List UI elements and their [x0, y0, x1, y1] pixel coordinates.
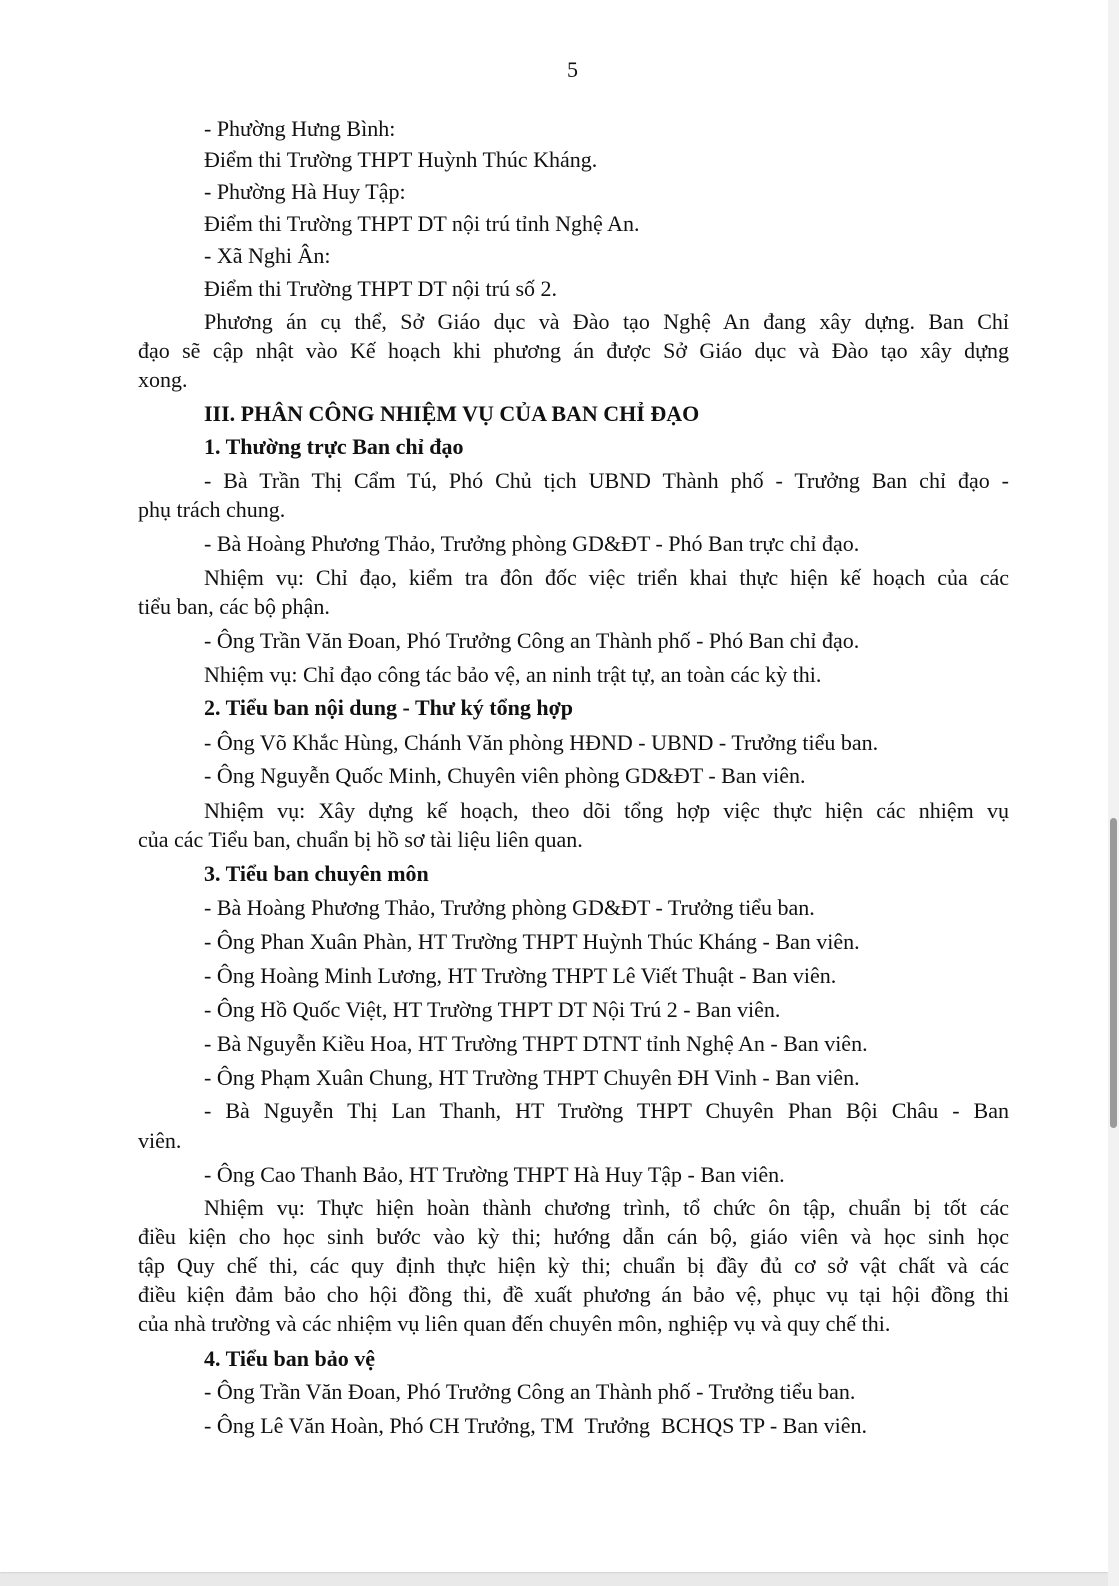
ward-ha-huy-tap: - Phường Hà Huy Tập:: [204, 179, 406, 204]
member-chung: - Ông Phạm Xuân Chung, HT Trường THPT Chuyên ĐH Vinh - Ban viên.: [204, 1065, 860, 1090]
duty-sub1-continued: tiểu ban, các bộ phận.: [138, 594, 330, 619]
plan-note-line: Phương án cụ thể, Sở Giáo dục và Đào tạo Nghệ An đang xây dựng. Ban Chỉ: [204, 309, 1009, 334]
site-nghi-an: Điểm thi Trường THPT DT nội trú số 2.: [204, 276, 557, 301]
section-iii-heading: III. PHÂN CÔNG NHIỆM VỤ CỦA BAN CHỈ ĐẠO: [204, 401, 700, 426]
subsection-3-heading: 3. Tiểu ban chuyên môn: [204, 861, 429, 886]
member-tu: - Bà Trần Thị Cẩm Tú, Phó Chủ tịch UBND Thành phố - Trưởng Ban chỉ đạo -: [204, 468, 1009, 493]
subsection-1-heading: 1. Thường trực Ban chỉ đạo: [204, 434, 464, 459]
subsection-4-heading: 4. Tiểu ban bảo vệ: [204, 1346, 375, 1371]
member-thao-chair: - Bà Hoàng Phương Thảo, Trưởng phòng GD&ĐT - Trưởng tiểu ban.: [204, 895, 815, 920]
member-hung: - Ông Võ Khắc Hùng, Chánh Văn phòng HĐND - UBND - Trưởng tiểu ban.: [204, 730, 879, 755]
ward-hung-binh: - Phường Hưng Bình:: [204, 116, 396, 141]
member-thanh: - Bà Nguyễn Thị Lan Thanh, HT Trường THPT Chuyên Phan Bội Châu - Ban: [204, 1098, 1009, 1123]
member-luong: - Ông Hoàng Minh Lương, HT Trường THPT Lê Viết Thuật - Ban viên.: [204, 963, 837, 988]
duty-sub1: Nhiệm vụ: Chỉ đạo, kiểm tra đôn đốc việc triển khai thực hiện kế hoạch của các: [204, 565, 1009, 590]
duty-sub1-security: Nhiệm vụ: Chỉ đạo công tác bảo vệ, an ninh trật tự, an toàn các kỳ thi.: [204, 662, 822, 687]
site-ha-huy-tap: Điểm thi Trường THPT DT nội trú tỉnh Nghệ An.: [204, 211, 640, 236]
member-minh: - Ông Nguyễn Quốc Minh, Chuyên viên phòng GD&ĐT - Ban viên.: [204, 763, 806, 788]
member-bao: - Ông Cao Thanh Bảo, HT Trường THPT Hà Huy Tập - Ban viên.: [204, 1162, 785, 1187]
member-doan-chair: - Ông Trần Văn Đoan, Phó Trưởng Công an Thành phố - Trưởng tiểu ban.: [204, 1379, 856, 1404]
duty-sub3-continued: điều kiện cho học sinh bước vào kỳ thi; hướng dẫn cán bộ, giáo viên và học sinh học: [138, 1224, 1009, 1249]
duty-sub3-continued: của nhà trường và các nhiệm vụ liên quan đến chuyên môn, nghiệp vụ và quy chế thi.: [138, 1311, 891, 1336]
member-hoan: - Ông Lê Văn Hoàn, Phó CH Trưởng, TM Trưởng BCHQS TP - Ban viên.: [204, 1413, 867, 1438]
member-tu-continued: phụ trách chung.: [138, 497, 286, 522]
plan-note-line: đạo sẽ cập nhật vào Kế hoạch khi phương án được Sở Giáo dục và Đào tạo xây dựng: [138, 338, 1009, 363]
page-number: 5: [567, 57, 578, 82]
member-doan: - Ông Trần Văn Đoan, Phó Trưởng Công an Thành phố - Phó Ban chỉ đạo.: [204, 628, 860, 653]
duty-sub2: Nhiệm vụ: Xây dựng kế hoạch, theo dõi tổng hợp việc thực hiện các nhiệm vụ: [204, 798, 1009, 823]
member-viet: - Ông Hồ Quốc Việt, HT Trường THPT DT Nội Trú 2 - Ban viên.: [204, 997, 781, 1022]
duty-sub3-continued: điều kiện đảm bảo cho hội đồng thi, đề xuất phương án bảo vệ, phục vụ tại hội đồng thi: [138, 1282, 1009, 1307]
duty-sub3: Nhiệm vụ: Thực hiện hoàn thành chương trình, tổ chức ôn tập, chuẩn bị tốt các: [204, 1195, 1009, 1220]
vertical-scrollbar[interactable]: [1108, 0, 1119, 1586]
member-thao: - Bà Hoàng Phương Thảo, Trưởng phòng GD&ĐT - Phó Ban trực chỉ đạo.: [204, 531, 860, 556]
scrollbar-thumb[interactable]: [1110, 818, 1117, 1128]
subsection-2-heading: 2. Tiểu ban nội dung - Thư ký tổng hợp: [204, 695, 574, 720]
member-thanh-continued: viên.: [138, 1128, 182, 1153]
plan-note-line: xong.: [138, 367, 188, 392]
duty-sub2-continued: của các Tiểu ban, chuẩn bị hồ sơ tài liệu liên quan.: [138, 827, 583, 852]
duty-sub3-continued: tập Quy chế thi, các quy định thực hiện kỳ thi; chuẩn bị đầy đủ cơ sở vật chất và các: [138, 1253, 1009, 1278]
commune-nghi-an: - Xã Nghi Ân:: [204, 243, 331, 268]
member-phan: - Ông Phan Xuân Phàn, HT Trường THPT Huỳnh Thúc Kháng - Ban viên.: [204, 929, 860, 954]
site-hung-binh: Điểm thi Trường THPT Huỳnh Thúc Kháng.: [204, 147, 598, 172]
member-hoa: - Bà Nguyễn Kiều Hoa, HT Trường THPT DTNT tỉnh Nghệ An - Ban viên.: [204, 1031, 868, 1056]
